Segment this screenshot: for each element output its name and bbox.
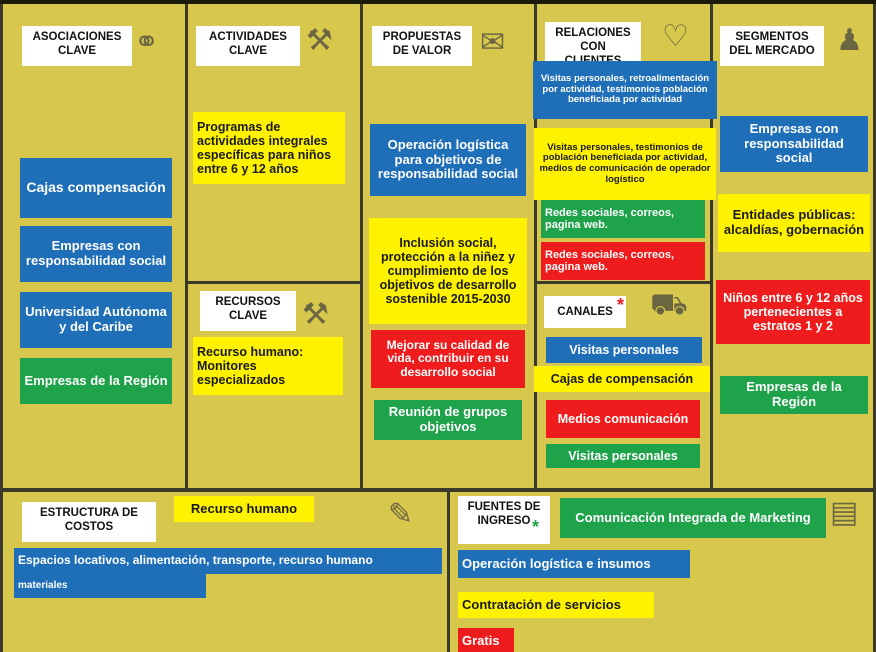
note-empresas-responsabilidad-2: Empresas con responsabilidad social [720, 116, 868, 172]
note-universidad: Universidad Autónoma y del Caribe [20, 292, 172, 348]
note-cajas-compensacion: Cajas compensación [20, 158, 172, 218]
note-canal-cajas-compensacion: Cajas de compensación [534, 366, 710, 392]
note-ingreso-comunicacion: Comunicación Integrada de Marketing [560, 498, 826, 538]
note-visitas-retroalimentacion: Visitas personales, retroalimentación por actividad, testimonios población beneficiada por actividad [533, 61, 717, 119]
section-header-fuentes: FUENTES DE INGRESO [458, 496, 550, 544]
worker-icon: ⚒ [306, 24, 333, 57]
grid-line [0, 488, 876, 492]
cash-register-icon: ▤ [830, 496, 859, 529]
note-costo-recurso-humano: Recurso humano [174, 496, 314, 522]
section-header-propuestas: PROPUESTAS DE VALOR [372, 26, 472, 66]
note-redes-sociales-green: Redes sociales, correos, pagina web. [541, 200, 705, 238]
note-ingreso-operacion: Operación logística e insumos [458, 550, 690, 578]
note-empresas-responsabilidad: Empresas con responsabilidad social [20, 226, 172, 282]
note-visitas-testimonios: Visitas personales, testimonios de población beneficiada por actividad, medios de comunicación de operador logístico [534, 128, 716, 200]
note-programas: Programas de actividades integrales específicas para niños entre 6 y 12 años [193, 112, 345, 184]
grid-line [0, 4, 3, 652]
heart-icon: ♡ [662, 20, 689, 53]
workman-icon: ⚒ [302, 298, 329, 331]
section-header-recursos: RECURSOS CLAVE [200, 291, 296, 331]
note-mejorar-calidad: Mejorar su calidad de vida, contribuir en su desarrollo social [371, 330, 525, 388]
section-header-actividades: ACTIVIDADES CLAVE [196, 26, 300, 66]
grid-line [185, 281, 360, 284]
chain-link-icon: ⚭ [134, 26, 160, 59]
grid-line [185, 4, 188, 491]
note-inclusion-social: Inclusión social, protección a la niñez y cumplimiento de los objetivos de desarrollo sostenible 2015-2030 [369, 218, 527, 324]
person-icon: ♟ [836, 24, 863, 57]
note-entidades-publicas: Entidades públicas: alcaldías, gobernación [718, 194, 870, 252]
note-empresas-region: Empresas de la Región [20, 358, 172, 404]
note-canal-visitas-personales-2: Visitas personales [546, 444, 700, 468]
note-canal-visitas-personales: Visitas personales [546, 337, 702, 363]
grid-line [534, 281, 710, 284]
note-costo-materiales: materiales [14, 574, 206, 598]
note-reunion-grupos: Reunión de grupos objetivos [374, 400, 522, 440]
note-ninos: Niños entre 6 y 12 años pertenecientes a estratos 1 y 2 [716, 280, 870, 344]
truck-icon: ⛟ [650, 288, 688, 321]
note-canal-medios-comunicacion: Medios comunicación [546, 400, 700, 438]
fuentes-star-marker: * [532, 517, 540, 537]
note-recurso-humano-monitores: Recurso humano: Monitores especializados [193, 337, 343, 395]
grid-line [360, 4, 363, 491]
canales-star-marker: * [617, 295, 625, 315]
section-header-segmentos: SEGMENTOS DEL MERCADO [720, 26, 824, 66]
note-costo-espacios: Espacios locativos, alimentación, transporte, recurso humano [14, 548, 442, 574]
document-icon: ✎ [388, 498, 414, 531]
note-operacion-logistica: Operación logística para objetivos de responsabilidad social [370, 124, 526, 196]
section-header-canales: CANALES [544, 296, 626, 328]
note-redes-sociales-red: Redes sociales, correos, pagina web. [541, 242, 705, 280]
gift-icon: ✉ [480, 26, 506, 59]
section-header-relaciones: RELACIONES CON [545, 22, 641, 64]
note-empresas-region-2: Empresas de la Región [720, 376, 868, 414]
note-ingreso-contratacion: Contratación de servicios [458, 592, 654, 618]
note-ingreso-gratis: Gratis [458, 628, 514, 652]
section-header-estructura: ESTRUCTURA DE COSTOS [22, 502, 156, 542]
section-header-asociaciones: ASOCIACIONES CLAVE [22, 26, 132, 66]
grid-line [447, 491, 450, 652]
